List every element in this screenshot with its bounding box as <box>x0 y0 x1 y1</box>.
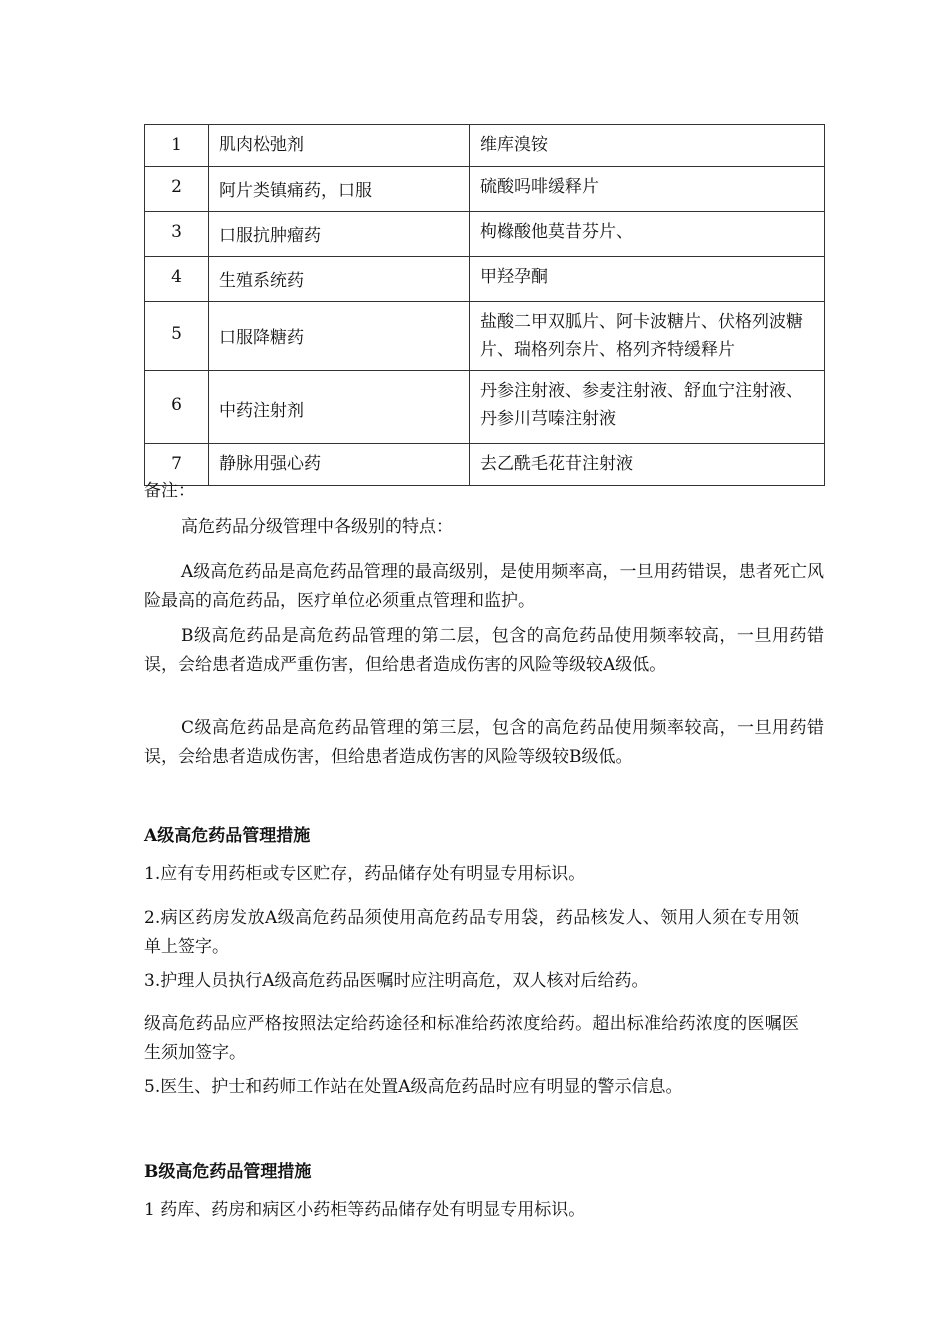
section-a-item-4: 级高危药品应严格按照法定给药途径和标准给药浓度给药。超出标准给药浓度的医嘱医生须加签字。 <box>144 1014 799 1063</box>
section-a-item-2: 2.病区药房发放A级高危药品须使用高危药品专用袋，药品核发人、领用人须在专用领单上签字。 <box>144 908 799 957</box>
table-row <box>145 444 825 486</box>
drug-category: 生殖系统药 <box>209 257 470 302</box>
section-a-item-1: 1.应有专用药柜或专区贮存，药品储存处有明显专用标识。 <box>144 864 586 884</box>
table-row <box>145 371 825 444</box>
drug-category: 口服降糖药 <box>209 302 470 371</box>
table-row <box>145 212 825 257</box>
notes-label: 备注： <box>144 481 195 501</box>
row-number: 1 <box>145 125 209 167</box>
section-b-item-1: 1 药库、药房和病区小药柜等药品储存处有明显专用标识。 <box>144 1200 586 1220</box>
high-risk-drug-table <box>144 124 825 486</box>
drug-names: 枸橼酸他莫昔芬片、 <box>470 212 825 257</box>
drug-category: 阿片类镇痛药，口服 <box>209 167 470 212</box>
drug-names: 甲羟孕酮 <box>470 257 825 302</box>
section-a-item-5: 5.医生、护士和药师工作站在处置A级高危药品时应有明显的警示信息。 <box>144 1077 683 1097</box>
drug-names: 维库溴铵 <box>470 125 825 167</box>
row-number: 5 <box>145 302 209 371</box>
drug-names: 丹参注射液、参麦注射液、舒血宁注射液、丹参川芎嗪注射液 <box>470 371 825 444</box>
section-a-item-3: 3.护理人员执行A级高危药品医嘱时应注明高危，双人核对后给药。 <box>144 971 649 991</box>
table-row <box>145 302 825 371</box>
drug-names: 盐酸二甲双胍片、阿卡波糖片、伏格列波糖片、瑞格列奈片、格列齐特缓释片 <box>470 302 825 371</box>
row-number: 2 <box>145 167 209 212</box>
level-c-description: C级高危药品是高危药品管理的第三层，包含的高危药品使用频率较高，一旦用药错误，会给患者造成伤害，但给患者造成伤害的风险等级较B级低。 <box>144 718 824 767</box>
row-number: 6 <box>145 371 209 444</box>
section-b-heading: B级高危药品管理措施 <box>144 1162 312 1182</box>
table-row <box>145 257 825 302</box>
drug-category: 口服抗肿瘤药 <box>209 212 470 257</box>
level-b-description: B级高危药品是高危药品管理的第二层，包含的高危药品使用频率较高，一旦用药错误，会给患者造成严重伤害，但给患者造成伤害的风险等级较A级低。 <box>144 626 824 675</box>
drug-names: 去乙酰毛花苷注射液 <box>470 444 825 486</box>
drug-category: 静脉用强心药 <box>209 444 470 486</box>
row-number: 7 <box>145 444 209 486</box>
drug-category: 中药注射剂 <box>209 371 470 444</box>
notes-intro: 高危药品分级管理中各级别的特点： <box>181 517 453 537</box>
table-row <box>145 125 825 167</box>
row-number: 4 <box>145 257 209 302</box>
drug-names: 硫酸吗啡缓释片 <box>470 167 825 212</box>
drug-category: 肌肉松弛剂 <box>209 125 470 167</box>
table-row <box>145 167 825 212</box>
level-a-description: A级高危药品是高危药品管理的最高级别，是使用频率高，一旦用药错误，患者死亡风险最高的高危药品，医疗单位必须重点管理和监护。 <box>144 562 824 611</box>
section-a-heading: A级高危药品管理措施 <box>144 826 311 846</box>
row-number: 3 <box>145 212 209 257</box>
